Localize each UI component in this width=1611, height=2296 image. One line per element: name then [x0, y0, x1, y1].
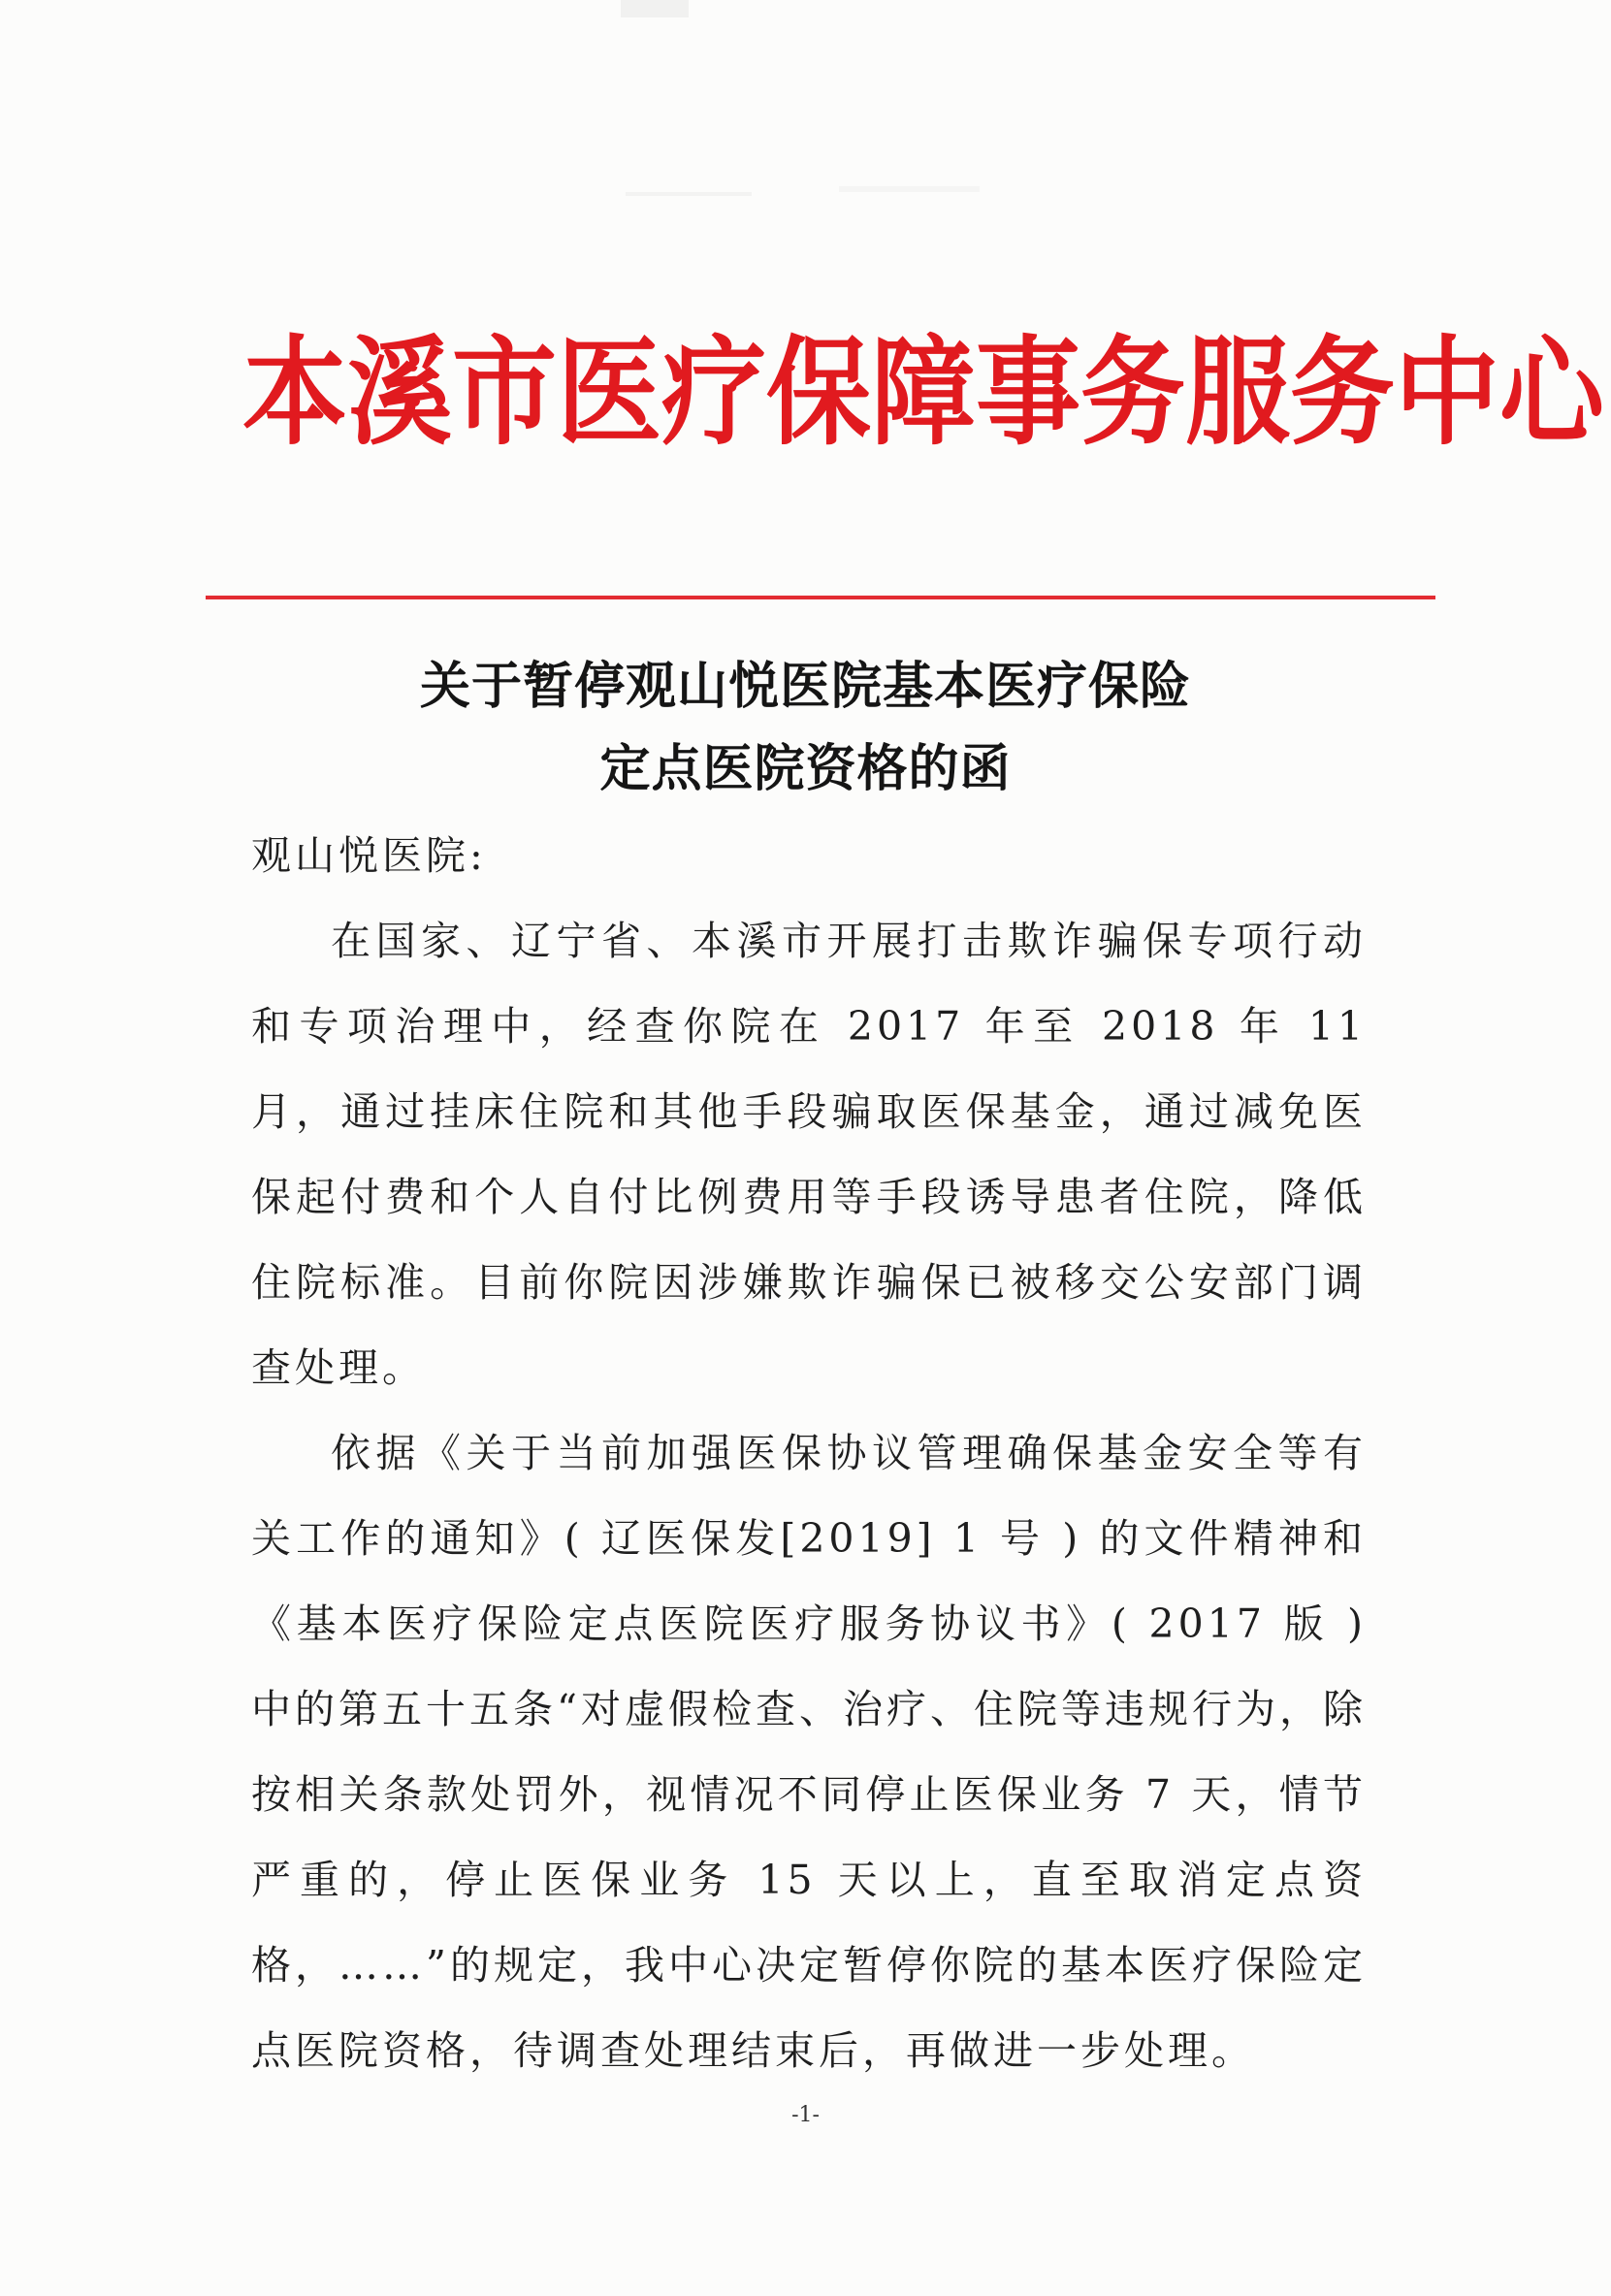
- issuer-header: 本溪市医疗保障事务服务中心: [242, 324, 1605, 462]
- scan-mark: [621, 0, 689, 17]
- page-number: -1-: [791, 2103, 820, 2127]
- scan-mark: [626, 192, 752, 196]
- document-title-line-1: 关于暂停观山悦医院基本医疗保险: [419, 657, 1191, 716]
- paragraph-decision: 依据《关于当前加强医保协议管理确保基金安全等有关工作的通知》( 辽医保发[2019] 1 号 ) 的文件精神和《基本医疗保险定点医院医疗服务协议书》( 2017 版 ) 中的第五十五条“对虚假检查、治疗、住院等违规行为，除按相关条款处罚外，视情况不同停止医保业务 7 天，情节严重的，停止医保业务 15 天以上，直至取消定点资格，……”的规定，我中心决定暂停你院的基本医疗保险定点医院资格，待调查处理结束后，再做进一步处理。: [251, 1430, 1367, 2074]
- red-divider-line: [206, 596, 1435, 599]
- paragraph-investigation: 在国家、辽宁省、本溪市开展打击欺诈骗保专项行动和专项治理中，经查你院在 2017 年至 2018 年 11 月，通过挂床住院和其他手段骗取医保基金，通过减免医保起付费和个人自付比例费用等手段诱导患者住院，降低住院标准。目前你院因涉嫌欺诈骗保已被移交公安部门调查处理。: [251, 918, 1367, 1391]
- scan-mark: [839, 186, 980, 192]
- salutation: 观山悦医院:: [251, 832, 487, 879]
- document-body: [251, 813, 1367, 2093]
- document-title-line-2: 定点医院资格的函: [599, 739, 1012, 798]
